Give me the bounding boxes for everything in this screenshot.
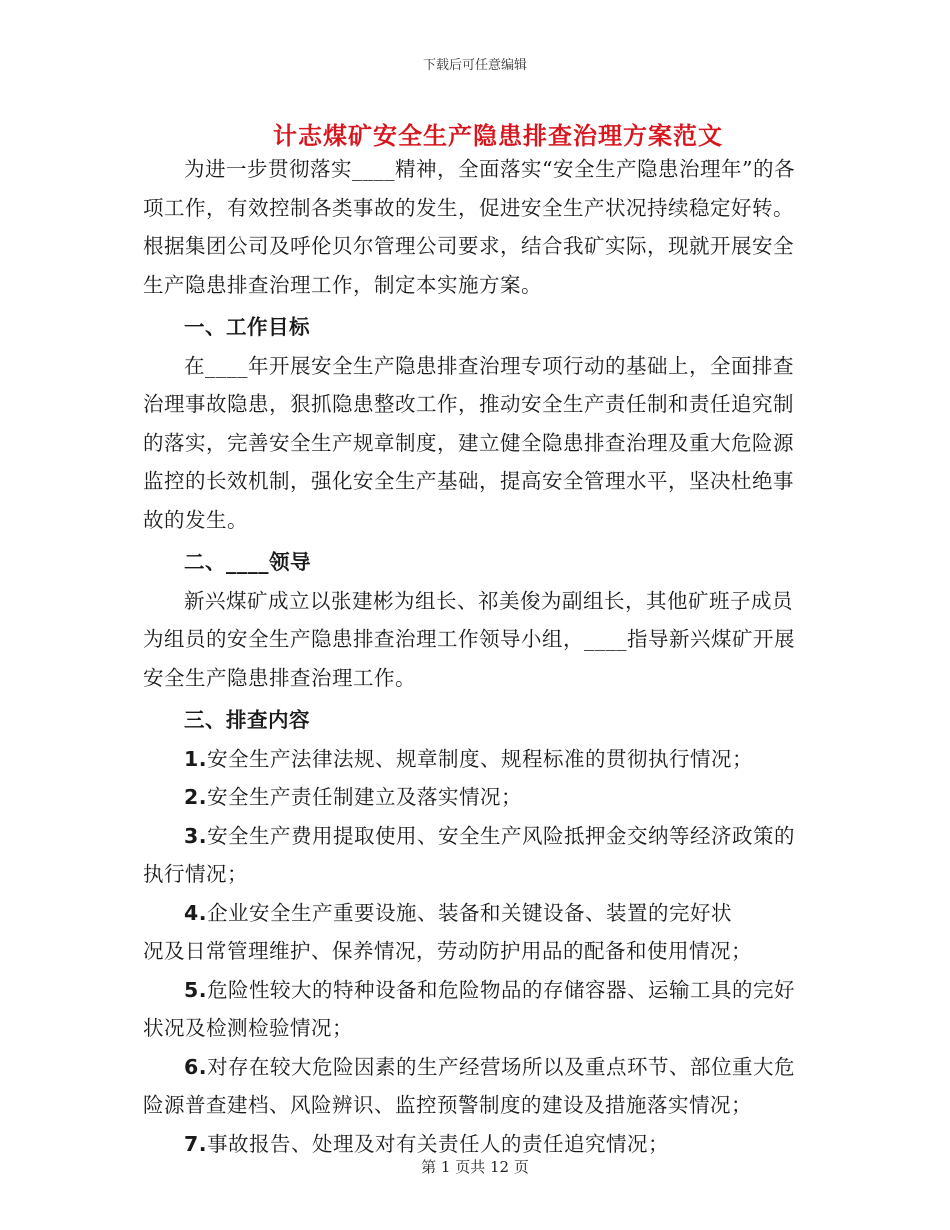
header-note: 下载后可任意编辑 (422, 58, 527, 73)
section-heading-content: 三、排查内容 (184, 708, 310, 732)
list-item-number: 6. (184, 1054, 208, 1079)
list-item-text: 安全生产责任制建立及落实情况； (207, 785, 523, 809)
list-item (143, 778, 803, 817)
section-heading-leadership: 二、____领导 (184, 550, 311, 574)
list-item-number: 4. (184, 900, 208, 925)
section-heading-goals: 一、工作目标 (184, 315, 310, 339)
list-item-number: 2. (184, 785, 208, 809)
list-item-number: 7. (184, 1131, 208, 1156)
list-item-text: 安全生产费用提取使用、安全生产风险抵押金交纳等经济政策的执行情况； (143, 823, 796, 886)
intro-paragraph: 为进一步贯彻落实____精神，全面落实“安全生产隐患治理年”的各项工作，有效控制各类事故的发生，促进安全生产状况持续稳定好转。根据集团公司及呼伦贝尔管理公司要求，结合我矿实际，现就开展安全生产隐患排查治理工作，制定本实施方案。 (143, 157, 795, 297)
list-item-number: 3. (184, 823, 208, 848)
list-item-text: 企业安全生产重要设施、装备和关键设备、装置的完好状 (207, 900, 733, 925)
list-item-text: 危险性较大的特种设备和危险物品的存储容器、运输工具的完好状况及检测检验情况； (143, 977, 796, 1040)
list-item (143, 817, 803, 894)
section-text-goals: 在____年开展安全生产隐患排查治理专项行动的基础上，全面排查治理事故隐患，狠抓隐患整改工作，推动安全生产责任制和责任追究制的落实，完善安全生产规章制度，建立健全隐患排查治理及重大危险源监控的长效机制，强化安全生产基础，提高安全管理水平，坚决杜绝事故的发生。 (143, 353, 794, 532)
list-item-number: 5. (184, 977, 208, 1002)
list-item (143, 971, 803, 1048)
list-item (143, 894, 803, 971)
list-item-text: 事故报告、处理及对有关责任人的责任追究情况； (207, 1131, 670, 1156)
list-item-number: 1. (184, 746, 208, 771)
page-footer: 第 1 页共 12 页 (421, 1158, 529, 1176)
list-item-text: 对存在较大危险因素的生产经营场所以及重点环节、部位重大危险源普查建档、风险辨识、监控预警制度的建设及措施落实情况； (143, 1054, 796, 1117)
document-body (143, 150, 803, 1163)
section-text-leadership: 新兴煤矿成立以张建彬为组长、祁美俊为副组长，其他矿班子成员为组员的安全生产隐患排查治理工作领导小组，____指导新兴煤矿开展安全生产隐患排查治理工作。 (143, 588, 795, 690)
list-item (143, 740, 803, 779)
list-item (143, 1048, 803, 1125)
list-item-text: 安全生产法律法规、规章制度、规程标准的贯彻执行情况； (207, 746, 754, 771)
list-item-text-continued: 况及日常管理维护、保养情况，劳动防护用品的配备和使用情况； (143, 939, 752, 963)
document-title: 计志煤矿安全生产隐患排查治理方案范文 (273, 122, 723, 150)
